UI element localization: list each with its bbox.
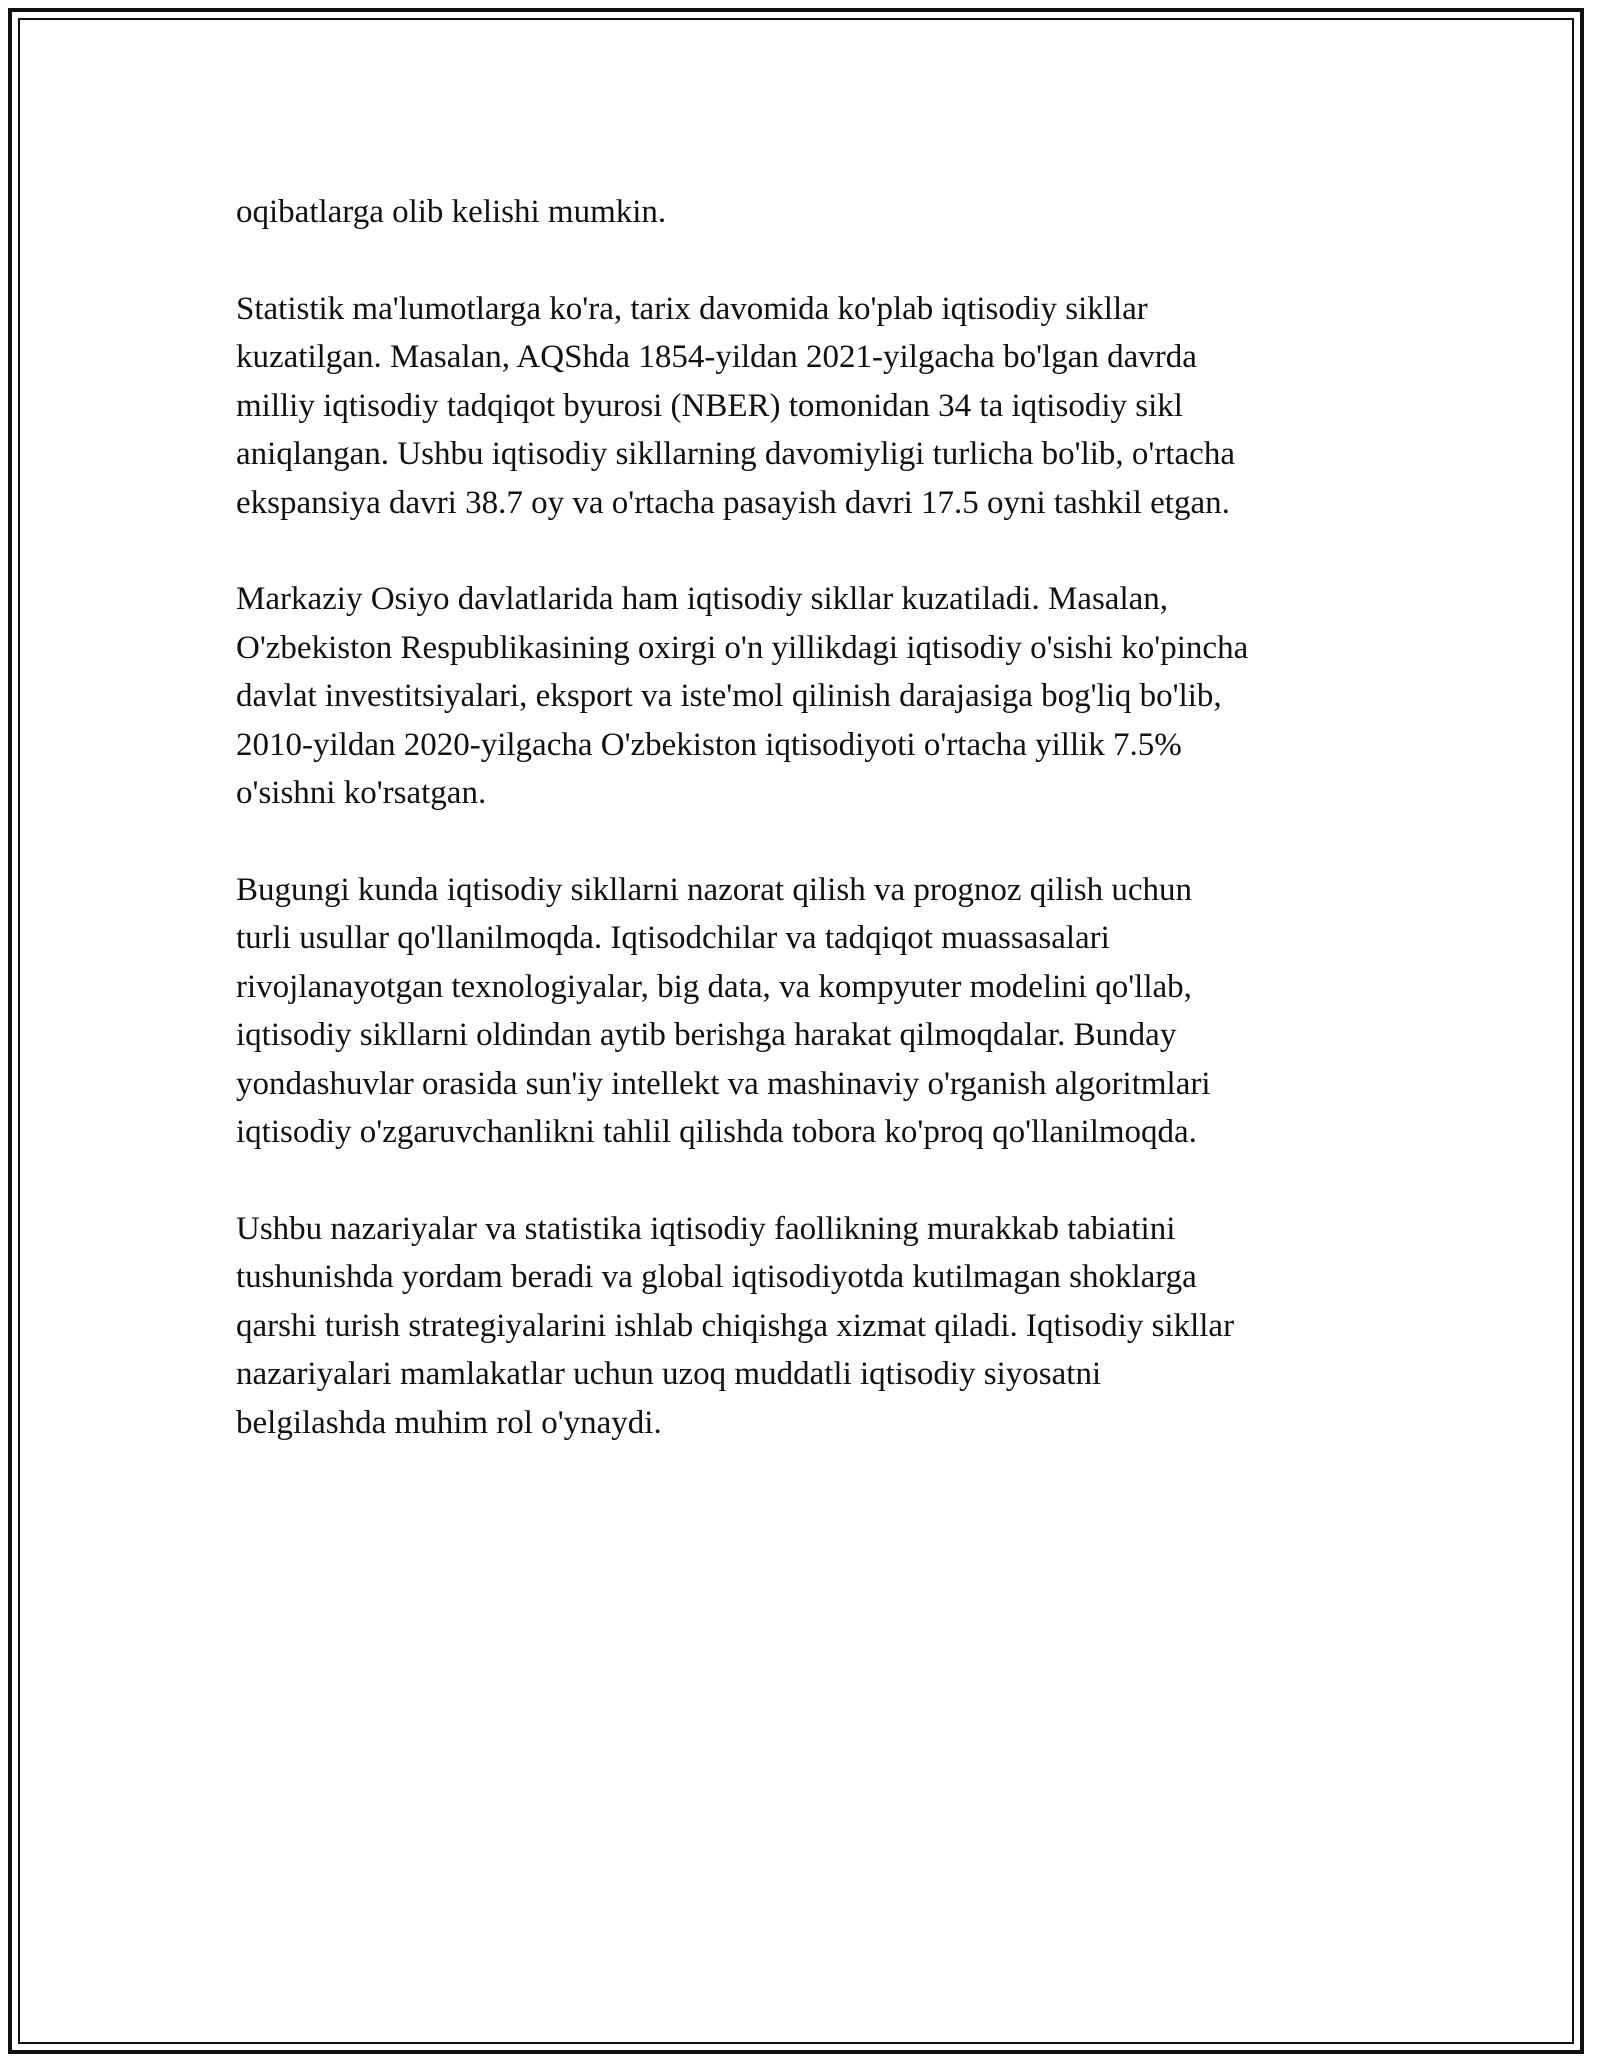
text-line: kuzatilgan. Masalan, AQShda 1854-yildan 2021-yilgacha bo'lgan davrda [236,339,1197,375]
text-line: oqibatlarga olib kelishi mumkin. [236,194,667,230]
text-line: yondashuvlar orasida sun'iy intellekt va mashinaviy o'rganish algoritmlari [236,1065,1211,1102]
text-line: aniqlangan. Ushbu iqtisodiy sikllarning davomiyligi turlicha bo'lib, o'rtacha [236,436,1235,472]
text-line: davlat investitsiyalari, eksport va iste'mol qilinish darajasiga bog'liq bo'lib, [236,678,1222,714]
text-line: o'sishni ko'rsatgan. [236,775,487,811]
paragraph [236,188,1386,237]
text-line: tushunishda yordam beradi va global iqtisodiyotda kutilmagan shoklarga [236,1259,1197,1295]
text-line: Statistik ma'lumotlarga ko'ra, tarix davomida ko'plab iqtisodiy sikllar [236,290,1148,327]
text-line: belgilashda muhim rol o'ynaydi. [236,1404,662,1441]
paragraph [236,575,1386,818]
paragraph [236,866,1386,1157]
paragraph [236,1205,1386,1448]
text-line: nazariyalari mamlakatlar uchun uzoq muddatli iqtisodiy siyosatni [236,1356,1102,1392]
document-body [236,188,1386,1447]
text-line: rivojlanayotgan texnologiyalar, big data, va kompyuter modelini qo'llab, [236,968,1192,1005]
paragraph [236,285,1386,528]
text-line: Bugungi kunda iqtisodiy sikllarni nazorat qilish va prognoz qilish uchun [236,871,1192,908]
text-line: qarshi turish strategiyalarini ishlab chiqishga xizmat qiladi. Iqtisodiy sikllar [236,1307,1235,1344]
text-line: iqtisodiy sikllarni oldindan aytib berishga harakat qilmoqdalar. Bunday [236,1017,1177,1053]
text-line: milliy iqtisodiy tadqiqot byurosi (NBER) tomonidan 34 ta iqtisodiy sikl [236,387,1183,424]
text-line: iqtisodiy o'zgaruvchanlikni tahlil qilishda tobora ko'proq qo'llanilmoqda. [236,1114,1197,1150]
text-line: Ushbu nazariyalar va statistika iqtisodiy faollikning murakkab tabiatini [236,1210,1176,1247]
text-line: 2010-yildan 2020-yilgacha O'zbekiston iqtisodiyoti o'rtacha yillik 7.5% [236,726,1182,763]
text-line: turli usullar qo'llanilmoqda. Iqtisodchilar va tadqiqot muassasalari [236,920,1110,956]
text-line: ekspansiya davri 38.7 oy va o'rtacha pasayish davri 17.5 oyni tashkil etgan. [236,484,1230,521]
text-line: O'zbekiston Respublikasining oxirgi o'n yillikdagi iqtisodiy o'sishi ko'pincha [236,629,1249,666]
text-line: Markaziy Osiyo davlatlarida ham iqtisodiy sikllar kuzatiladi. Masalan, [236,581,1169,617]
